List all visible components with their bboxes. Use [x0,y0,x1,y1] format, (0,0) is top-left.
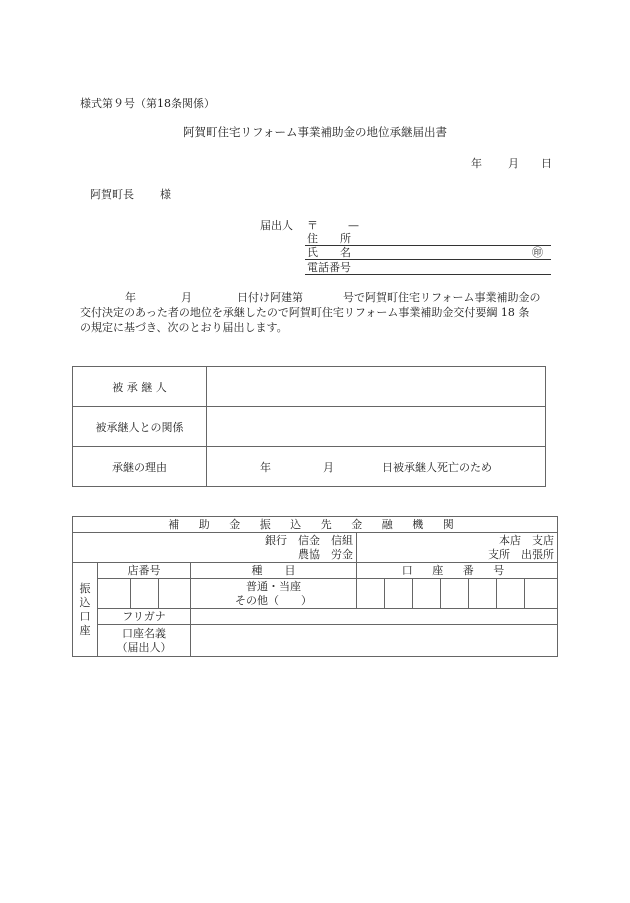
bank-types-line1: 銀行 信金 信組 [265,533,353,547]
table-row [73,517,558,533]
name-label: 氏 名 [307,246,351,259]
branch-digit-2[interactable] [131,579,159,609]
furigana-label: フリガナ [98,609,191,625]
account-number-label: 口 座 番 号 [357,563,558,579]
table-row [73,407,546,447]
account-digit-7[interactable] [525,579,558,609]
account-type-options[interactable] [191,579,357,609]
type-option-regular: 普通・当座 [246,579,301,593]
applicant-label: 届出人 [260,219,293,232]
table-row [73,533,558,563]
body-line3: の規定に基づき、次のとおり届出します。 [80,321,288,334]
postal-code-field[interactable] [307,217,359,233]
phone-label: 電話番号 [307,261,351,274]
reason-value[interactable] [207,447,546,487]
table-row [73,625,558,657]
side-label-char: 口 [79,609,91,623]
succession-table [72,366,546,487]
document-title: 阿賀町住宅リフォーム事業補助金の地位承継届出書 [183,125,447,139]
phone-field[interactable] [305,261,551,275]
table-row [73,367,546,407]
furigana-value[interactable] [191,609,558,625]
date-year: 年 [471,157,482,170]
account-type-label: 種 目 [191,563,357,579]
predecessor-label: 被 承 継 人 [73,367,207,407]
reason-text: 日被承継人死亡のため [382,460,492,474]
bank-table-header: 補 助 金 振 込 先 金 融 機 関 [73,517,558,533]
seal-icon: ㊞ [532,246,543,259]
branch-digit-3[interactable] [159,579,191,609]
side-label-char: 振 [79,581,91,595]
holder-label-line2: （届出人） [116,640,172,654]
addressee-name: 阿賀町長 [90,188,134,201]
account-digit-6[interactable] [497,579,525,609]
relationship-label: 被承継人との関係 [73,407,207,447]
date-month: 月 [508,157,519,170]
reason-month: 月 [323,460,334,474]
addressee [90,186,171,202]
branch-number-label: 店番号 [98,563,191,579]
body-month: 月 [181,291,192,304]
account-digit-2[interactable] [385,579,413,609]
account-digit-1[interactable] [357,579,385,609]
reason-year: 年 [260,460,271,474]
branch-types-line2: 支所 出張所 [488,547,554,561]
date-day: 日 [541,157,552,170]
bank-type-cell[interactable] [73,533,357,563]
body-number-ref: 号で阿賀町住宅リフォーム事業補助金の [343,291,541,304]
type-option-other: その他（ ） [235,593,312,607]
postal-mark: 〒 [307,219,318,232]
holder-label-line1: 口座名義 [122,626,166,640]
bank-table [72,516,558,657]
body-paragraph [80,290,560,335]
table-row [73,579,558,609]
address-field[interactable] [305,232,551,246]
predecessor-value[interactable] [207,367,546,407]
table-row [73,609,558,625]
form-number: 様式第９号（第18条関係） [80,97,215,110]
table-row [73,447,546,487]
reason-label: 承継の理由 [73,447,207,487]
bank-types-line2: 農協 労金 [298,547,353,561]
side-label-char: 込 [79,595,91,609]
side-label-char: 座 [79,623,91,637]
branch-type-cell[interactable] [357,533,558,563]
address-label: 住 所 [307,232,351,245]
account-holder-label [98,625,191,657]
table-row [73,563,558,579]
name-field[interactable] [305,246,551,260]
account-digit-4[interactable] [441,579,469,609]
branch-types-line1: 本店 支店 [499,533,554,547]
body-year: 年 [125,291,136,304]
branch-digit-1[interactable] [98,579,131,609]
relationship-value[interactable] [207,407,546,447]
addressee-honorific: 様 [160,188,171,201]
body-line2: 交付決定のあった者の地位を承継したので阿賀町住宅リフォーム事業補助金交付要綱 18 条 [80,306,530,319]
postal-dash: — [348,219,359,232]
account-digit-3[interactable] [413,579,441,609]
body-date-ref: 日付け阿建第 [237,291,303,304]
account-holder-value[interactable] [191,625,558,657]
account-digit-5[interactable] [469,579,497,609]
transfer-account-label [73,563,98,657]
